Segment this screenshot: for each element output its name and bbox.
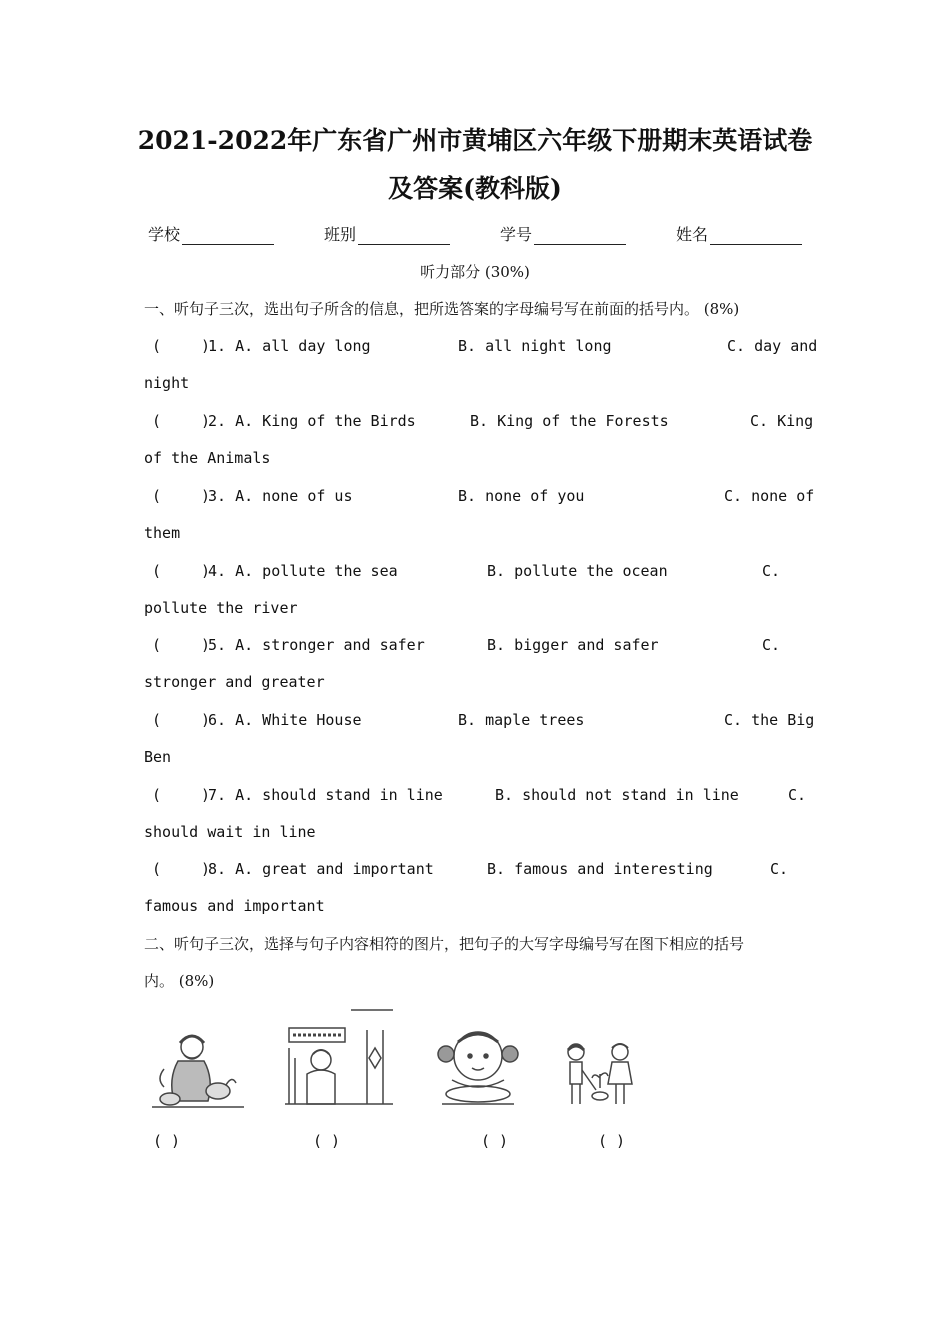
- number-field[interactable]: [500, 222, 626, 245]
- option-b: B. pollute the ocean: [487, 562, 668, 580]
- section2-instruction-continued: 内。 (8%): [144, 972, 215, 990]
- option-c: C.: [762, 562, 781, 580]
- option-c: C.: [762, 636, 781, 654]
- option-c-continued: of the Animals: [144, 449, 271, 467]
- option-a: 5. A. stronger and safer: [208, 636, 425, 654]
- option-b: B. all night long: [458, 337, 612, 355]
- section2-instruction: 二、听句子三次，选择与句子内容相符的图片，把句子的大写字母编号写在图下相应的括号: [144, 935, 745, 953]
- class-label: 班别: [324, 225, 357, 244]
- question-row: ( ): [152, 337, 211, 355]
- option-c-continued: pollute the river: [144, 599, 298, 617]
- option-c-continued: famous and important: [144, 897, 325, 915]
- question-row: ( ): [152, 412, 211, 430]
- option-c-continued: them: [144, 524, 181, 542]
- number-blank[interactable]: [534, 228, 626, 245]
- option-b: B. famous and interesting: [487, 860, 713, 878]
- question-row: ( ): [152, 860, 211, 878]
- question-row: ( ): [152, 636, 211, 654]
- school-blank[interactable]: [182, 228, 274, 245]
- question-row: ( ): [152, 786, 211, 804]
- man-with-sign-picture: [283, 1008, 395, 1108]
- name-label: 姓名: [676, 225, 709, 244]
- question-row: ( ): [152, 562, 211, 580]
- option-c-continued: night: [144, 374, 190, 392]
- number-label: 学号: [500, 225, 533, 244]
- name-blank[interactable]: [710, 228, 802, 245]
- question-row: ( ): [152, 711, 211, 729]
- picture-answer-bracket-4[interactable]: ( ): [598, 1132, 626, 1150]
- option-c-continued: stronger and greater: [144, 673, 325, 691]
- option-a: 6. A. White House: [208, 711, 362, 729]
- option-c-continued: Ben: [144, 748, 172, 766]
- school-field[interactable]: [148, 222, 274, 245]
- picture-answer-bracket-3[interactable]: ( ): [481, 1132, 509, 1150]
- option-c: C. King: [750, 412, 814, 430]
- grandpa-feeding-birds-picture: [150, 1025, 246, 1111]
- option-b: B. bigger and safer: [487, 636, 659, 654]
- option-c: C. the Big: [724, 711, 815, 729]
- option-a: 1. A. all day long: [208, 337, 371, 355]
- option-a: 4. A. pollute the sea: [208, 562, 398, 580]
- class-blank[interactable]: [358, 228, 450, 245]
- listening-section-header: 听力部分 (30%): [420, 263, 530, 281]
- option-c: C.: [770, 860, 789, 878]
- girl-eating-picture: [432, 1020, 524, 1112]
- name-field[interactable]: [676, 222, 802, 245]
- option-a: 7. A. should stand in line: [208, 786, 443, 804]
- option-b: B. maple trees: [458, 711, 585, 729]
- option-a: 3. A. none of us: [208, 487, 353, 505]
- document-title-line2: 及答案(教科版): [388, 174, 562, 203]
- document-title-line1: 2021-2022年广东省广州市黄埔区六年级下册期末英语试卷: [137, 126, 813, 155]
- option-c-continued: should wait in line: [144, 823, 316, 841]
- option-b: B. should not stand in line: [495, 786, 739, 804]
- option-a: 8. A. great and important: [208, 860, 434, 878]
- picture-answer-bracket-1[interactable]: ( ): [153, 1132, 181, 1150]
- section1-instruction: 一、听句子三次，选出句子所含的信息，把所选答案的字母编号写在前面的括号内。 (8%): [144, 300, 740, 318]
- option-a: 2. A. King of the Birds: [208, 412, 416, 430]
- class-field[interactable]: [324, 222, 450, 245]
- option-b: B. none of you: [458, 487, 585, 505]
- option-c: C.: [788, 786, 807, 804]
- kids-planting-tree-picture: [558, 1040, 640, 1110]
- option-c: C. day and: [727, 337, 818, 355]
- option-c: C. none of: [724, 487, 815, 505]
- question-row: ( ): [152, 487, 211, 505]
- school-label: 学校: [148, 225, 181, 244]
- picture-answer-bracket-2[interactable]: ( ): [313, 1132, 341, 1150]
- option-b: B. King of the Forests: [470, 412, 669, 430]
